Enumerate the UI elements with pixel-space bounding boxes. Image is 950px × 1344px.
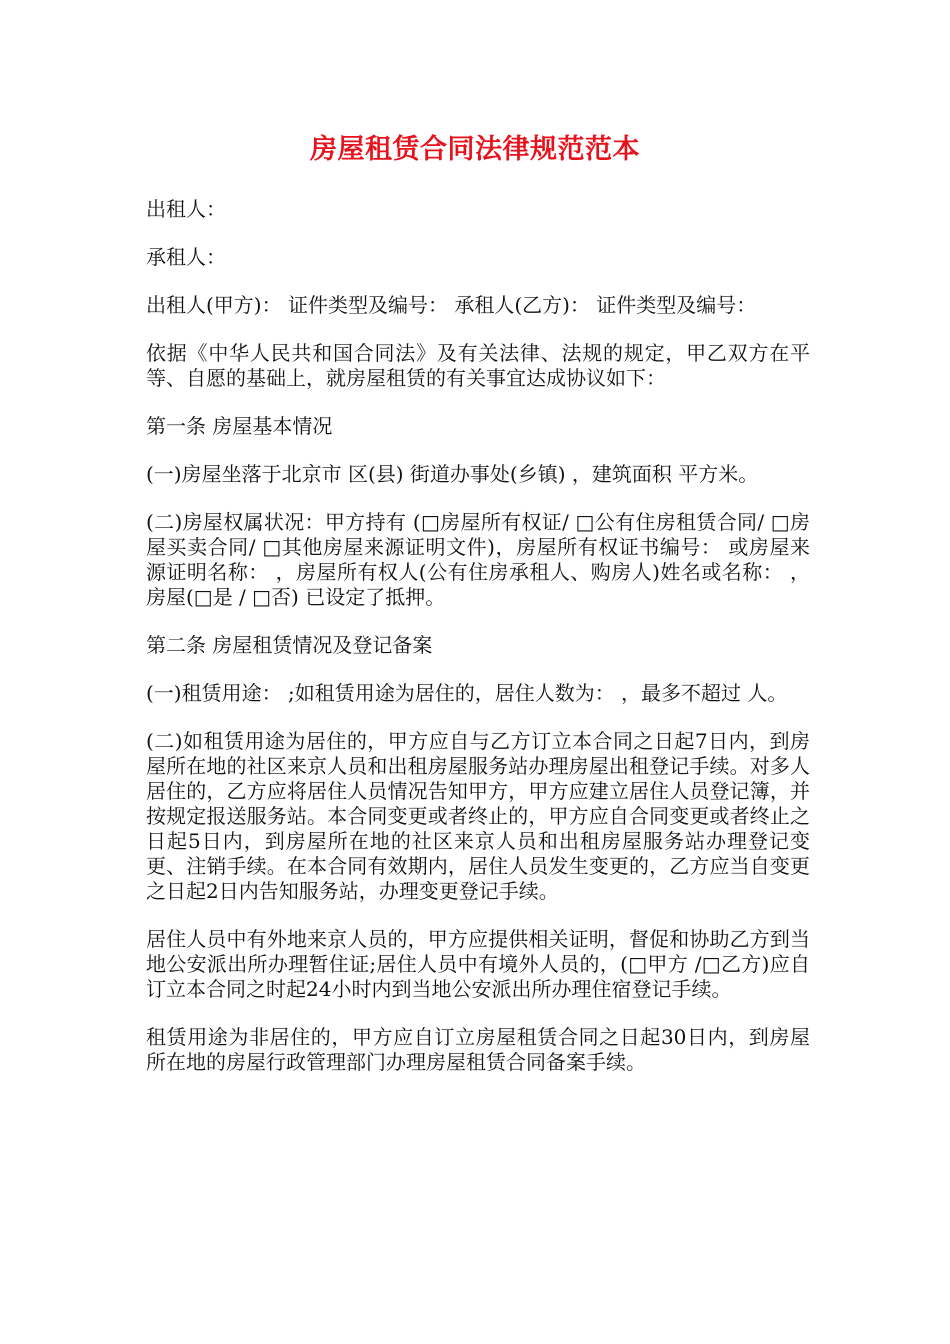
article-2-clause-2: (二)如租赁用途为居住的，甲方应自与乙方订立本合同之日起7日内，到房屋所在地的社区来京人员和出租房屋服务站办理房屋出租登记手续。对多人居住的，乙方应将居住人员情况告知甲方，甲方应建立居住人员登记簿，并按规定报送服务站。本合同变更或者终止的，甲方应自合同变更或者终止之日起5日内，到房屋所在地的社区来京人员和出租房屋服务站办理登记变更、注销手续。在本合同有效期内，居住人员发生变更的，乙方应当自变更之日起2日内告知服务站，办理变更登记手续。 — [146, 729, 810, 903]
preamble-paragraph: 依据《中华人民共和国合同法》及有关法律、法规的规定，甲乙双方在平等、自愿的基础上，就房屋租赁的有关事宜达成协议如下： — [146, 341, 810, 390]
article-2-heading: 第二条 房屋租赁情况及登记备案 — [146, 633, 433, 657]
document-body — [146, 197, 810, 1098]
article-2-non-residential-paragraph: 租赁用途为非居住的，甲方应自订立房屋租赁合同之日起30日内，到房屋所在地的房屋行政管理部门办理房屋租赁合同备案手续。 — [146, 1025, 810, 1074]
lessor-line: 出租人： — [146, 197, 226, 221]
article-1-heading: 第一条 房屋基本情况 — [146, 414, 333, 438]
parties-id-line: 出租人(甲方)： 证件类型及编号： 承租人(乙方)： 证件类型及编号： — [146, 293, 757, 317]
article-2-clause-1: (一)租赁用途： ;如租赁用途为居住的，居住人数为： ，最多不超过 人。 — [146, 681, 788, 705]
article-2-residents-paragraph: 居住人员中有外地来京人员的，甲方应提供相关证明，督促和协助乙方到当地公安派出所办理暂住证;居住人员中有境外人员的，(□甲方 /□乙方)应自订立本合同之时起24小时内到当地公安派出所办理住宿登记手续。 — [146, 927, 810, 1001]
article-1-clause-2: (二)房屋权属状况：甲方持有 (□房屋所有权证/ □公有住房租赁合同/ □房屋买卖合同/ □其他房屋来源证明文件)，房屋所有权证书编号： 或房屋来源证明名称： ，房屋所有权人(公有住房承租人、购房人)姓名或名称： ，房屋(□是 / □否) 已设定了抵押。 — [146, 510, 810, 609]
lessee-line: 承租人： — [146, 245, 226, 269]
article-1-clause-1: (一)房屋坐落于北京市 区(县) 街道办事处(乡镇) ，建筑面积 平方米。 — [146, 462, 759, 486]
document-title: 房屋租赁合同法律规范范本 — [310, 134, 640, 165]
